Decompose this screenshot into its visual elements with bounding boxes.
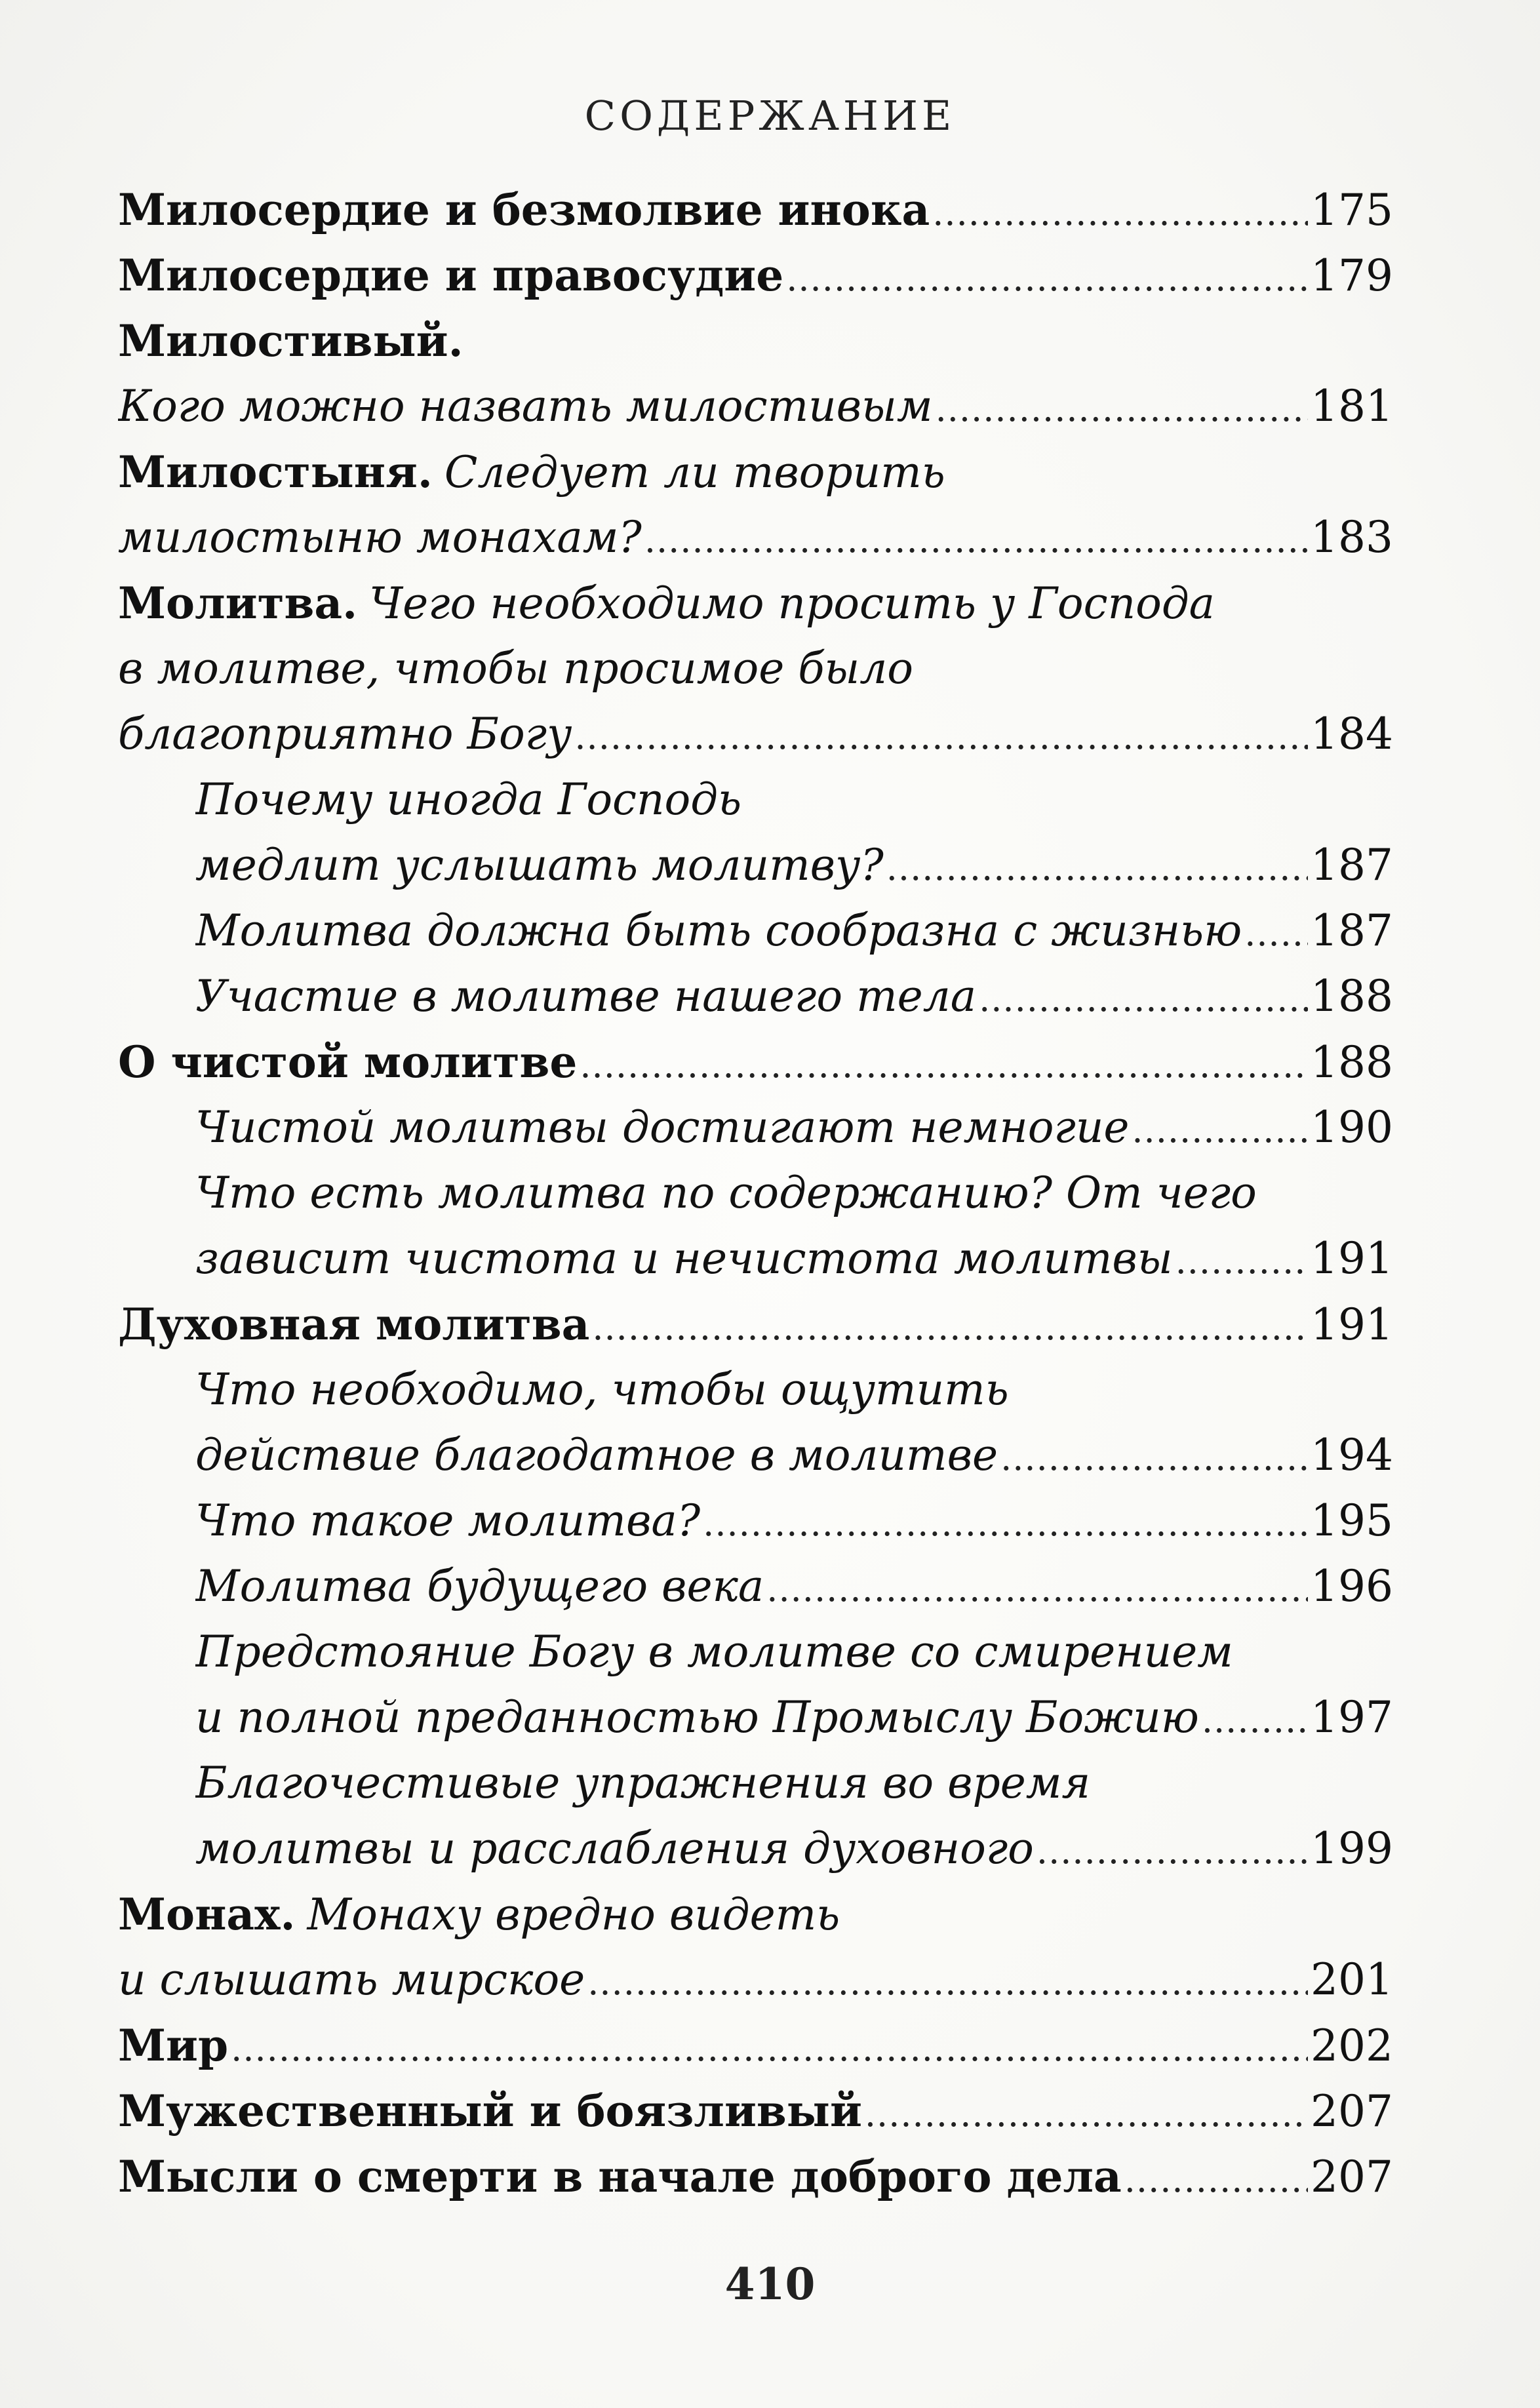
- toc-line: [195, 1423, 1393, 1488]
- dot-leader: [886, 847, 1308, 888]
- toc-line: [118, 1029, 1393, 1095]
- toc-page-number: 184: [1311, 709, 1393, 759]
- dot-leader: [1124, 2159, 1308, 2200]
- toc-page-number: 183: [1311, 512, 1393, 563]
- toc-page-number: 194: [1311, 1430, 1393, 1480]
- dot-leader: [932, 192, 1308, 233]
- toc-subentry: Что такое молитва?: [195, 1495, 701, 1546]
- toc-subentry: милостыню монахам?: [118, 512, 642, 563]
- toc-line: [195, 1160, 1393, 1226]
- dot-leader: [580, 1044, 1308, 1086]
- toc-heading: Милостыня.: [118, 446, 433, 498]
- dot-leader: [644, 519, 1308, 561]
- toc-subentry: Молитва должна быть сообразна с жизнью: [195, 905, 1242, 956]
- toc-subentry: молитвы и расслабления духовного: [195, 1823, 1034, 1874]
- toc-line: [118, 177, 1393, 243]
- toc-subentry: действие благодатное в молитве: [195, 1430, 998, 1480]
- toc-line: [195, 1488, 1393, 1554]
- toc-page-number: 197: [1311, 1692, 1393, 1743]
- dot-leader: [1000, 1437, 1308, 1478]
- toc-page-number: 187: [1311, 840, 1393, 890]
- toc-subentry: Чего необходимо просить у Господа: [369, 578, 1215, 629]
- toc-page-number: 196: [1311, 1561, 1393, 1611]
- toc-heading: Мужественный и боязливый: [118, 2085, 862, 2137]
- toc-subentry: Предстояние Богу в молитве со смирением: [195, 1627, 1233, 1677]
- toc-page-number: 175: [1311, 185, 1393, 235]
- dot-leader: [592, 1307, 1308, 1348]
- toc-line: [118, 2144, 1393, 2209]
- toc-line: [118, 2078, 1393, 2144]
- toc-heading: Духовная молитва: [118, 1299, 590, 1350]
- dot-leader: [786, 258, 1308, 299]
- page-title: СОДЕРЖАНИЕ: [584, 92, 956, 140]
- dot-leader: [1202, 1699, 1308, 1741]
- dot-leader: [587, 1962, 1308, 2003]
- page-number: 410: [724, 2259, 816, 2310]
- toc-line: [195, 767, 1393, 833]
- toc-line: [118, 1947, 1393, 2013]
- toc-line: [118, 439, 1393, 505]
- toc-line: [195, 1685, 1393, 1750]
- dot-leader: [936, 388, 1308, 429]
- toc-page-number: 207: [1311, 2152, 1393, 2202]
- dot-leader: [865, 2093, 1308, 2135]
- toc-page-number: 190: [1311, 1102, 1393, 1153]
- toc-subentry: Почему иногда Господь: [195, 774, 742, 825]
- toc-subentry: Монаху вредно видеть: [307, 1889, 840, 1940]
- toc-subentry: Что есть молитва по содержанию? От чего: [195, 1168, 1257, 1218]
- toc-subentry: в молитве, чтобы просимое было: [118, 643, 914, 694]
- toc-subentry: медлит услышать молитву?: [195, 840, 884, 890]
- toc-line: [118, 505, 1393, 570]
- toc-heading: Монах.: [118, 1889, 296, 1940]
- toc-page-number: 191: [1311, 1299, 1393, 1350]
- toc-line: [118, 701, 1393, 767]
- toc-page-number: 179: [1311, 250, 1393, 301]
- toc-heading: Милосердие и правосудие: [118, 250, 784, 301]
- toc-line: [195, 1357, 1393, 1423]
- dot-leader: [231, 2028, 1308, 2069]
- toc-line: [118, 1292, 1393, 1357]
- toc-line: [118, 374, 1393, 439]
- toc-line: [195, 1226, 1393, 1292]
- toc-line: [195, 1095, 1393, 1160]
- dot-leader: [703, 1503, 1308, 1544]
- toc-line: [195, 1619, 1393, 1685]
- dot-leader: [574, 716, 1308, 757]
- toc-line: [195, 1816, 1393, 1882]
- toc-page-number: 199: [1311, 1823, 1393, 1874]
- toc-subentry: Чистой молитвы достигают немногие: [195, 1102, 1130, 1153]
- toc-line: [118, 2013, 1393, 2078]
- toc-page-number: 202: [1311, 2021, 1393, 2071]
- toc-line: [195, 964, 1393, 1029]
- toc-line: [195, 1554, 1393, 1619]
- dot-leader: [1244, 913, 1308, 954]
- toc-line: [118, 308, 1393, 374]
- toc-page-number: 191: [1311, 1233, 1393, 1284]
- toc-subentry: Благочестивые упражнения во время: [195, 1758, 1091, 1808]
- toc-page-number: 187: [1311, 905, 1393, 956]
- dot-leader: [1037, 1830, 1308, 1872]
- toc-page-number: 188: [1311, 971, 1393, 1021]
- toc-page-number: 188: [1311, 1037, 1393, 1088]
- toc-line: [118, 570, 1393, 636]
- toc-subentry: зависит чистота и нечистота молитвы: [195, 1233, 1173, 1284]
- toc-line: [195, 833, 1393, 898]
- toc-line: [118, 636, 1393, 701]
- toc-subentry: благоприятно Богу: [118, 709, 572, 759]
- toc-heading: Милосердие и безмолвие инока: [118, 184, 930, 235]
- toc-line: [195, 898, 1393, 964]
- dot-leader: [1175, 1240, 1308, 1282]
- toc-page-number: 181: [1311, 381, 1393, 431]
- toc-heading: Молитва.: [118, 578, 358, 629]
- toc-line: [118, 1882, 1393, 1947]
- toc-subentry: Что необходимо, чтобы ощутить: [195, 1364, 1009, 1415]
- toc-page-number: 207: [1311, 2086, 1393, 2137]
- toc-subentry: Молитва будущего века: [195, 1561, 764, 1611]
- toc-line: [118, 243, 1393, 308]
- toc-heading: Мир: [118, 2020, 229, 2071]
- toc-subentry: Кого можно назвать милостивым: [118, 381, 933, 431]
- toc-heading: Мысли о смерти в начале доброго дела: [118, 2151, 1122, 2202]
- dot-leader: [979, 978, 1308, 1019]
- toc-subentry: и слышать мирское: [118, 1954, 585, 2005]
- toc-heading: О чистой молитве: [118, 1036, 578, 1088]
- toc-page-number: 201: [1311, 1954, 1393, 2005]
- toc-subentry: Участие в молитве нашего тела: [195, 971, 977, 1021]
- toc-page-number: 195: [1311, 1495, 1393, 1546]
- toc-heading: Милостивый.: [118, 315, 464, 366]
- dot-leader: [766, 1568, 1308, 1609]
- dot-leader: [1132, 1109, 1308, 1151]
- toc-line: [195, 1750, 1393, 1816]
- toc-subentry: Следует ли творить: [444, 447, 945, 498]
- toc-subentry: и полной преданностью Промыслу Божию: [195, 1692, 1199, 1743]
